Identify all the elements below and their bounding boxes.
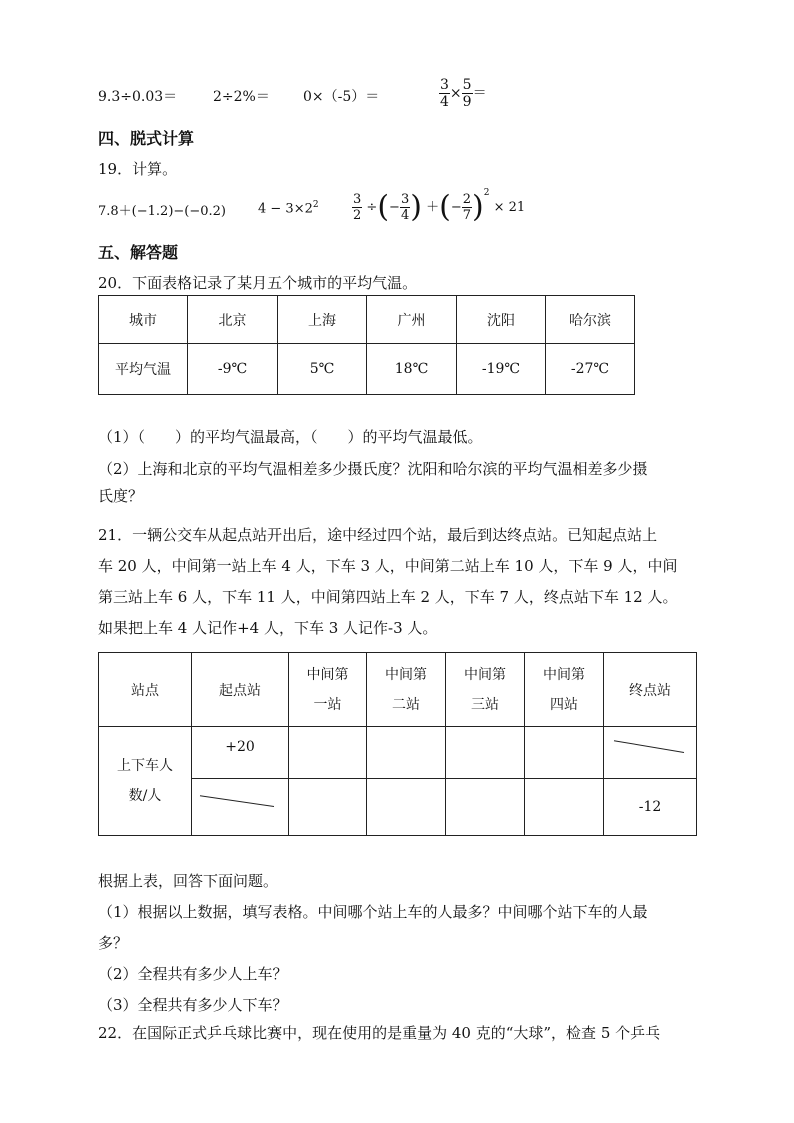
table-row xyxy=(99,653,697,727)
table-row xyxy=(99,727,697,779)
header-cell: 中间第 二站 xyxy=(367,653,446,727)
q19-exp-1: 7.8＋(−1.2)−(−0.2) xyxy=(98,204,226,219)
blank-cell[interactable] xyxy=(446,779,525,836)
fraction: $\frac{2}{7}$ xyxy=(462,192,472,223)
header-cell: 北京 xyxy=(188,296,278,344)
temperature-cell: -27℃ xyxy=(546,344,635,395)
temperature-cell: -19℃ xyxy=(457,344,546,395)
calc-3: 0×（-5）＝ xyxy=(303,89,380,105)
blank-cell[interactable] xyxy=(289,779,367,836)
fraction: $\frac{3}{2}$ xyxy=(353,192,362,223)
calc-4: $\frac{3}{4}$ × $\frac{5}{9}$ ＝ xyxy=(440,77,487,110)
calc-2: 2÷2%＝ xyxy=(213,89,270,105)
table-row xyxy=(99,344,635,395)
temperature-cell: 18℃ xyxy=(367,344,457,395)
start-up-cell: +20 xyxy=(192,727,289,779)
fraction: $\frac{5}{9}$ xyxy=(462,77,472,110)
bus-station-table xyxy=(98,652,697,836)
row-label: 上下车人 数/人 xyxy=(99,727,192,836)
header-cell: 广州 xyxy=(367,296,457,344)
slash-mark xyxy=(604,727,696,778)
section-4-title: 四、脱式计算 xyxy=(98,129,195,148)
blank-cell[interactable] xyxy=(289,727,367,779)
fraction: $\frac{3}{4}$ xyxy=(400,192,410,223)
end-up-crossed-cell xyxy=(604,727,697,779)
temperature-cell: 5℃ xyxy=(278,344,367,395)
table-row xyxy=(99,296,635,344)
header-cell: 中间第 三站 xyxy=(446,653,525,727)
blank-cell[interactable] xyxy=(367,727,446,779)
slash-mark xyxy=(192,779,288,835)
temperature-table xyxy=(98,295,635,395)
q22-text: 22．在国际正式乒乓球比赛中，现在使用的是重量为 40 克的“大球”，检查 5 个乒乓 xyxy=(98,1024,661,1042)
blank-cell[interactable] xyxy=(525,779,604,836)
row-label: 平均气温 xyxy=(99,344,188,395)
q20-text: 20．下面表格记录了某月五个城市的平均气温。 xyxy=(98,274,418,292)
blank-cell[interactable] xyxy=(367,779,446,836)
header-cell: 终点站 xyxy=(604,653,697,727)
header-cell: 哈尔滨 xyxy=(546,296,635,344)
q19-exp-2: $4 - 3\times 2^2$ xyxy=(258,200,319,217)
header-cell: 城市 xyxy=(99,296,188,344)
q20-sub-1: （1）（ ）的平均气温最高，（ ）的平均气温最低。 xyxy=(98,428,483,446)
q21-questions: 根据上表，回答下面问题。 （1）根据以上数据，填写表格。中间哪个站上车的人最多？中间哪个站下车的人最 多？ （2）全程共有多少人上车？ （3）全程共有多少人下车？ xyxy=(98,872,648,1014)
blank-cell[interactable] xyxy=(446,727,525,779)
header-cell: 站点 xyxy=(99,653,192,727)
q19-text: 19．计算。 xyxy=(98,160,178,178)
header-cell: 起点站 xyxy=(192,653,289,727)
q21-text: 21．一辆公交车从起点站开出后，途中经过四个站，最后到达终点站。已知起点站上 车 20 人，中间第一站上车 4 人，下车 3 人，中间第二站上车 10 人，下车 9 人，中间 第三站上车 6 人，下车 11 人，中间第四站上车 2 人，下车 7 人，终点站下车 12 人。 如果把上车 4 人记作+4 人，下车 3 人记作-3 人。 xyxy=(98,526,678,637)
end-down-cell: -12 xyxy=(604,779,697,836)
header-cell: 中间第 一站 xyxy=(289,653,367,727)
q20-sub-2: （2）上海和北京的平均气温相差多少摄氏度？沈阳和哈尔滨的平均气温相差多少摄 氏度？ xyxy=(98,460,648,505)
header-cell: 上海 xyxy=(278,296,367,344)
header-cell: 中间第 四站 xyxy=(525,653,604,727)
q19-exp-3: $\frac{3}{2}$ ÷(− $\frac{3}{4}$ ) ＋(− $\frac{2}{7}$ )$^2$ × 21 xyxy=(353,188,526,225)
fraction: $\frac{3}{4}$ xyxy=(440,77,449,110)
blank-cell[interactable] xyxy=(525,727,604,779)
calc-1: 9.3÷0.03＝ xyxy=(98,89,178,105)
header-cell: 沈阳 xyxy=(457,296,546,344)
start-down-crossed-cell xyxy=(192,779,289,836)
section-5-title: 五、解答题 xyxy=(98,243,179,262)
temperature-cell: -9℃ xyxy=(188,344,278,395)
